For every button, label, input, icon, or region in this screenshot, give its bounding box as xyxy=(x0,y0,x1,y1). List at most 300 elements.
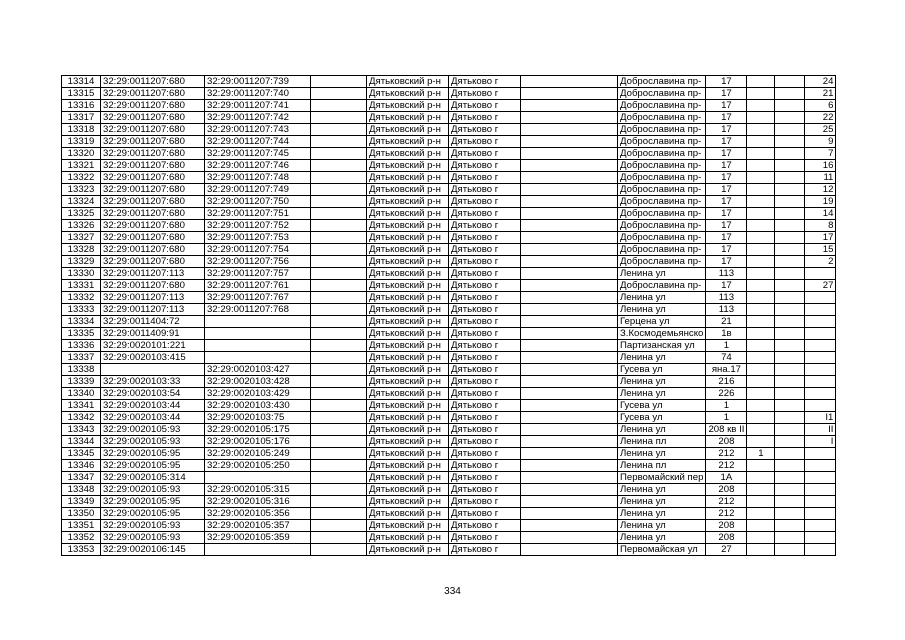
building-cell xyxy=(747,388,775,400)
street-cell: Доброславина пр- xyxy=(618,256,706,268)
structure-cell xyxy=(775,148,805,160)
row-number-cell: 13346 xyxy=(62,460,101,472)
city-cell: Дятьково г xyxy=(449,136,521,148)
parent-cadastral-number-cell: 32:29:0011207:680 xyxy=(101,76,205,88)
table-row xyxy=(62,340,836,352)
street-cell: Ленина ул xyxy=(618,520,706,532)
house-number-cell: 17 xyxy=(706,148,747,160)
parent-cadastral-number-cell: 32:29:0020105:95 xyxy=(101,448,205,460)
cadastral-number-cell xyxy=(205,316,311,328)
building-cell xyxy=(747,436,775,448)
city-cell: Дятьково г xyxy=(449,472,521,484)
locality-cell xyxy=(521,460,618,472)
building-cell xyxy=(747,196,775,208)
street-cell: Первомайский пер xyxy=(618,472,706,484)
street-cell: Гусева ул xyxy=(618,364,706,376)
city-cell: Дятьково г xyxy=(449,400,521,412)
empty-cell-cell xyxy=(311,244,367,256)
cadastral-number-cell xyxy=(205,340,311,352)
parent-cadastral-number-cell: 32:29:0020101:221 xyxy=(101,340,205,352)
apartment-cell xyxy=(805,364,836,376)
district-cell: Дятьковский р-н xyxy=(367,232,449,244)
structure-cell xyxy=(775,544,805,556)
parent-cadastral-number-cell: 32:29:0011207:680 xyxy=(101,100,205,112)
building-cell xyxy=(747,220,775,232)
district-cell: Дятьковский р-н xyxy=(367,76,449,88)
city-cell: Дятьково г xyxy=(449,364,521,376)
city-cell: Дятьково г xyxy=(449,196,521,208)
house-number-cell: 17 xyxy=(706,184,747,196)
structure-cell xyxy=(775,292,805,304)
empty-cell-cell xyxy=(311,124,367,136)
empty-cell-cell xyxy=(311,304,367,316)
parent-cadastral-number-cell: 32:29:0011207:680 xyxy=(101,280,205,292)
parent-cadastral-number-cell: 32:29:0011207:680 xyxy=(101,244,205,256)
structure-cell xyxy=(775,172,805,184)
house-number-cell: 1в xyxy=(706,328,747,340)
empty-cell-cell xyxy=(311,484,367,496)
district-cell: Дятьковский р-н xyxy=(367,88,449,100)
parent-cadastral-number-cell: 32:29:0020105:95 xyxy=(101,508,205,520)
apartment-cell: 14 xyxy=(805,208,836,220)
building-cell xyxy=(747,112,775,124)
cadastral-number-cell: 32:29:0011207:743 xyxy=(205,124,311,136)
structure-cell xyxy=(775,244,805,256)
row-number-cell: 13335 xyxy=(62,328,101,340)
cadastral-number-cell: 32:29:0020103:75 xyxy=(205,412,311,424)
row-number-cell: 13325 xyxy=(62,208,101,220)
row-number-cell: 13314 xyxy=(62,76,101,88)
district-cell: Дятьковский р-н xyxy=(367,364,449,376)
street-cell: Ленина ул xyxy=(618,448,706,460)
structure-cell xyxy=(775,412,805,424)
structure-cell xyxy=(775,520,805,532)
building-cell xyxy=(747,424,775,436)
empty-cell-cell xyxy=(311,328,367,340)
street-cell: Доброславина пр- xyxy=(618,172,706,184)
table-row xyxy=(62,436,836,448)
city-cell: Дятьково г xyxy=(449,424,521,436)
apartment-cell xyxy=(805,448,836,460)
empty-cell-cell xyxy=(311,76,367,88)
empty-cell-cell xyxy=(311,472,367,484)
empty-cell-cell xyxy=(311,316,367,328)
building-cell xyxy=(747,508,775,520)
table-row xyxy=(62,208,836,220)
cadastral-number-cell: 32:29:0011207:751 xyxy=(205,208,311,220)
apartment-cell: 22 xyxy=(805,112,836,124)
apartment-cell xyxy=(805,520,836,532)
district-cell: Дятьковский р-н xyxy=(367,376,449,388)
table-row xyxy=(62,364,836,376)
cadastral-number-cell: 32:29:0020103:430 xyxy=(205,400,311,412)
city-cell: Дятьково г xyxy=(449,448,521,460)
district-cell: Дятьковский р-н xyxy=(367,316,449,328)
city-cell: Дятьково г xyxy=(449,352,521,364)
table-row xyxy=(62,112,836,124)
locality-cell xyxy=(521,304,618,316)
apartment-cell xyxy=(805,460,836,472)
locality-cell xyxy=(521,496,618,508)
building-cell xyxy=(747,172,775,184)
parent-cadastral-number-cell: 32:29:0011207:680 xyxy=(101,148,205,160)
structure-cell xyxy=(775,220,805,232)
apartment-cell: 8 xyxy=(805,220,836,232)
street-cell: Ленина ул xyxy=(618,484,706,496)
row-number-cell: 13330 xyxy=(62,268,101,280)
locality-cell xyxy=(521,88,618,100)
table-row xyxy=(62,520,836,532)
row-number-cell: 13322 xyxy=(62,172,101,184)
locality-cell xyxy=(521,112,618,124)
structure-cell xyxy=(775,400,805,412)
street-cell: Доброславина пр- xyxy=(618,100,706,112)
row-number-cell: 13320 xyxy=(62,148,101,160)
cadastral-number-cell: 32:29:0011207:753 xyxy=(205,232,311,244)
street-cell: Ленина ул xyxy=(618,388,706,400)
cadastral-number-cell: 32:29:0011207:748 xyxy=(205,172,311,184)
city-cell: Дятьково г xyxy=(449,388,521,400)
street-cell: Доброславина пр- xyxy=(618,124,706,136)
house-number-cell: 113 xyxy=(706,292,747,304)
empty-cell-cell xyxy=(311,256,367,268)
house-number-cell: 212 xyxy=(706,460,747,472)
parent-cadastral-number-cell: 32:29:0011207:680 xyxy=(101,136,205,148)
building-cell xyxy=(747,460,775,472)
house-number-cell: 17 xyxy=(706,232,747,244)
empty-cell-cell xyxy=(311,532,367,544)
city-cell: Дятьково г xyxy=(449,544,521,556)
locality-cell xyxy=(521,388,618,400)
house-number-cell: 226 xyxy=(706,388,747,400)
city-cell: Дятьково г xyxy=(449,508,521,520)
cadastral-number-cell: 32:29:0011207:739 xyxy=(205,76,311,88)
parent-cadastral-number-cell: 32:29:0020103:44 xyxy=(101,400,205,412)
city-cell: Дятьково г xyxy=(449,328,521,340)
row-number-cell: 13318 xyxy=(62,124,101,136)
parent-cadastral-number-cell: 32:29:0011207:680 xyxy=(101,184,205,196)
district-cell: Дятьковский р-н xyxy=(367,424,449,436)
district-cell: Дятьковский р-н xyxy=(367,148,449,160)
locality-cell xyxy=(521,352,618,364)
structure-cell xyxy=(775,100,805,112)
parent-cadastral-number-cell: 32:29:0020103:33 xyxy=(101,376,205,388)
building-cell xyxy=(747,472,775,484)
apartment-cell xyxy=(805,472,836,484)
locality-cell xyxy=(521,484,618,496)
building-cell xyxy=(747,148,775,160)
apartment-cell xyxy=(805,508,836,520)
empty-cell-cell xyxy=(311,268,367,280)
district-cell: Дятьковский р-н xyxy=(367,112,449,124)
row-number-cell: 13349 xyxy=(62,496,101,508)
empty-cell-cell xyxy=(311,448,367,460)
district-cell: Дятьковский р-н xyxy=(367,220,449,232)
locality-cell xyxy=(521,316,618,328)
street-cell: Доброславина пр- xyxy=(618,208,706,220)
empty-cell-cell xyxy=(311,160,367,172)
row-number-cell: 13336 xyxy=(62,340,101,352)
house-number-cell: 74 xyxy=(706,352,747,364)
empty-cell-cell xyxy=(311,100,367,112)
table-row xyxy=(62,496,836,508)
district-cell: Дятьковский р-н xyxy=(367,460,449,472)
parent-cadastral-number-cell: 32:29:0011207:680 xyxy=(101,232,205,244)
house-number-cell: 17 xyxy=(706,160,747,172)
structure-cell xyxy=(775,532,805,544)
district-cell: Дятьковский р-н xyxy=(367,280,449,292)
locality-cell xyxy=(521,256,618,268)
street-cell: Доброславина пр- xyxy=(618,184,706,196)
apartment-cell: 27 xyxy=(805,280,836,292)
district-cell: Дятьковский р-н xyxy=(367,472,449,484)
street-cell: Герцена ул xyxy=(618,316,706,328)
cadastral-number-cell: 32:29:0011207:749 xyxy=(205,184,311,196)
locality-cell xyxy=(521,532,618,544)
row-number-cell: 13341 xyxy=(62,400,101,412)
street-cell: Доброславина пр- xyxy=(618,160,706,172)
parent-cadastral-number-cell: 32:29:0011207:680 xyxy=(101,172,205,184)
city-cell: Дятьково г xyxy=(449,88,521,100)
row-number-cell: 13343 xyxy=(62,424,101,436)
apartment-cell: 9 xyxy=(805,136,836,148)
row-number-cell: 13329 xyxy=(62,256,101,268)
apartment-cell xyxy=(805,292,836,304)
apartment-cell xyxy=(805,532,836,544)
table-row xyxy=(62,448,836,460)
building-cell xyxy=(747,520,775,532)
table-row xyxy=(62,532,836,544)
apartment-cell: 11 xyxy=(805,172,836,184)
building-cell xyxy=(747,292,775,304)
district-cell: Дятьковский р-н xyxy=(367,136,449,148)
house-number-cell: 17 xyxy=(706,100,747,112)
cadastral-number-cell: 32:29:0011207:754 xyxy=(205,244,311,256)
apartment-cell xyxy=(805,316,836,328)
table-row xyxy=(62,472,836,484)
district-cell: Дятьковский р-н xyxy=(367,544,449,556)
district-cell: Дятьковский р-н xyxy=(367,172,449,184)
district-cell: Дятьковский р-н xyxy=(367,208,449,220)
locality-cell xyxy=(521,196,618,208)
structure-cell xyxy=(775,496,805,508)
empty-cell-cell xyxy=(311,220,367,232)
street-cell: Доброславина пр- xyxy=(618,244,706,256)
structure-cell xyxy=(775,136,805,148)
city-cell: Дятьково г xyxy=(449,412,521,424)
parent-cadastral-number-cell: 32:29:0020103:44 xyxy=(101,412,205,424)
district-cell: Дятьковский р-н xyxy=(367,412,449,424)
empty-cell-cell xyxy=(311,436,367,448)
cadastral-number-cell xyxy=(205,544,311,556)
street-cell: Ленина ул xyxy=(618,304,706,316)
table-row xyxy=(62,328,836,340)
row-number-cell: 13324 xyxy=(62,196,101,208)
empty-cell-cell xyxy=(311,460,367,472)
building-cell xyxy=(747,136,775,148)
house-number-cell: 17 xyxy=(706,88,747,100)
locality-cell xyxy=(521,508,618,520)
apartment-cell: 19 xyxy=(805,196,836,208)
empty-cell-cell xyxy=(311,148,367,160)
city-cell: Дятьково г xyxy=(449,304,521,316)
street-cell: Ленина ул xyxy=(618,376,706,388)
table-row xyxy=(62,124,836,136)
city-cell: Дятьково г xyxy=(449,256,521,268)
table-row xyxy=(62,148,836,160)
building-cell xyxy=(747,304,775,316)
row-number-cell: 13323 xyxy=(62,184,101,196)
cadastral-number-cell: 32:29:0011207:767 xyxy=(205,292,311,304)
street-cell: Ленина пл xyxy=(618,436,706,448)
empty-cell-cell xyxy=(311,184,367,196)
locality-cell xyxy=(521,268,618,280)
parent-cadastral-number-cell: 32:29:0020105:95 xyxy=(101,460,205,472)
table-row xyxy=(62,304,836,316)
table-row xyxy=(62,352,836,364)
row-number-cell: 13334 xyxy=(62,316,101,328)
building-cell xyxy=(747,100,775,112)
structure-cell xyxy=(775,352,805,364)
table-row xyxy=(62,316,836,328)
table-row xyxy=(62,484,836,496)
cadastral-number-cell: 32:29:0011207:745 xyxy=(205,148,311,160)
parent-cadastral-number-cell: 32:29:0011207:680 xyxy=(101,88,205,100)
house-number-cell: 1 xyxy=(706,412,747,424)
structure-cell xyxy=(775,160,805,172)
empty-cell-cell xyxy=(311,196,367,208)
cadastral-number-cell: 32:29:0020105:176 xyxy=(205,436,311,448)
apartment-cell: 25 xyxy=(805,124,836,136)
table-row xyxy=(62,100,836,112)
table-row xyxy=(62,292,836,304)
street-cell: Ленина ул xyxy=(618,496,706,508)
district-cell: Дятьковский р-н xyxy=(367,268,449,280)
cadastral-number-cell: 32:29:0011207:740 xyxy=(205,88,311,100)
house-number-cell: 17 xyxy=(706,124,747,136)
row-number-cell: 13321 xyxy=(62,160,101,172)
street-cell: Доброславина пр- xyxy=(618,220,706,232)
locality-cell xyxy=(521,328,618,340)
row-number-cell: 13326 xyxy=(62,220,101,232)
locality-cell xyxy=(521,160,618,172)
district-cell: Дятьковский р-н xyxy=(367,448,449,460)
city-cell: Дятьково г xyxy=(449,316,521,328)
cadastral-number-cell: 32:29:0011207:746 xyxy=(205,160,311,172)
empty-cell-cell xyxy=(311,208,367,220)
parent-cadastral-number-cell: 32:29:0011207:680 xyxy=(101,196,205,208)
building-cell: 1 xyxy=(747,448,775,460)
row-number-cell: 13342 xyxy=(62,412,101,424)
building-cell xyxy=(747,544,775,556)
street-cell: Доброславина пр- xyxy=(618,280,706,292)
building-cell xyxy=(747,232,775,244)
city-cell: Дятьково г xyxy=(449,520,521,532)
house-number-cell: 17 xyxy=(706,196,747,208)
building-cell xyxy=(747,268,775,280)
parent-cadastral-number-cell xyxy=(101,364,205,376)
row-number-cell: 13328 xyxy=(62,244,101,256)
apartment-cell: II xyxy=(805,424,836,436)
street-cell: Партизанская ул xyxy=(618,340,706,352)
city-cell: Дятьково г xyxy=(449,124,521,136)
parent-cadastral-number-cell: 32:29:0020105:95 xyxy=(101,496,205,508)
street-cell: Ленина ул xyxy=(618,292,706,304)
locality-cell xyxy=(521,520,618,532)
district-cell: Дятьковский р-н xyxy=(367,244,449,256)
structure-cell xyxy=(775,88,805,100)
cadastral-number-cell xyxy=(205,472,311,484)
table-row xyxy=(62,388,836,400)
table-row xyxy=(62,220,836,232)
building-cell xyxy=(747,532,775,544)
house-number-cell: 212 xyxy=(706,508,747,520)
row-number-cell: 13319 xyxy=(62,136,101,148)
structure-cell xyxy=(775,376,805,388)
house-number-cell: 17 xyxy=(706,280,747,292)
locality-cell xyxy=(521,220,618,232)
apartment-cell xyxy=(805,544,836,556)
table-row xyxy=(62,172,836,184)
cadastral-number-cell: 32:29:0020105:357 xyxy=(205,520,311,532)
structure-cell xyxy=(775,436,805,448)
parent-cadastral-number-cell: 32:29:0011207:680 xyxy=(101,208,205,220)
building-cell xyxy=(747,256,775,268)
cadastral-number-cell: 32:29:0011207:752 xyxy=(205,220,311,232)
district-cell: Дятьковский р-н xyxy=(367,256,449,268)
cadastral-number-cell: 32:29:0011207:744 xyxy=(205,136,311,148)
apartment-cell xyxy=(805,376,836,388)
building-cell xyxy=(747,184,775,196)
street-cell: Ленина ул xyxy=(618,424,706,436)
building-cell xyxy=(747,364,775,376)
structure-cell xyxy=(775,268,805,280)
building-cell xyxy=(747,124,775,136)
locality-cell xyxy=(521,412,618,424)
house-number-cell: 208 xyxy=(706,532,747,544)
table-row xyxy=(62,184,836,196)
city-cell: Дятьково г xyxy=(449,292,521,304)
row-number-cell: 13340 xyxy=(62,388,101,400)
street-cell: Доброславина пр- xyxy=(618,88,706,100)
table-row xyxy=(62,268,836,280)
cadastral-number-cell: 32:29:0011207:768 xyxy=(205,304,311,316)
locality-cell xyxy=(521,148,618,160)
empty-cell-cell xyxy=(311,280,367,292)
house-number-cell: 17 xyxy=(706,244,747,256)
house-number-cell: 17 xyxy=(706,256,747,268)
locality-cell xyxy=(521,448,618,460)
district-cell: Дятьковский р-н xyxy=(367,328,449,340)
row-number-cell: 13350 xyxy=(62,508,101,520)
row-number-cell: 13316 xyxy=(62,100,101,112)
table-row xyxy=(62,280,836,292)
cadastral-number-cell: 32:29:0020103:428 xyxy=(205,376,311,388)
house-number-cell: 208 xyxy=(706,436,747,448)
locality-cell xyxy=(521,424,618,436)
row-number-cell: 13348 xyxy=(62,484,101,496)
cadastral-number-cell: 32:29:0011207:742 xyxy=(205,112,311,124)
parent-cadastral-number-cell: 32:29:0011404:72 xyxy=(101,316,205,328)
apartment-cell xyxy=(805,400,836,412)
locality-cell xyxy=(521,376,618,388)
city-cell: Дятьково г xyxy=(449,220,521,232)
empty-cell-cell xyxy=(311,544,367,556)
apartment-cell xyxy=(805,388,836,400)
table-row xyxy=(62,88,836,100)
locality-cell xyxy=(521,232,618,244)
row-number-cell: 13317 xyxy=(62,112,101,124)
